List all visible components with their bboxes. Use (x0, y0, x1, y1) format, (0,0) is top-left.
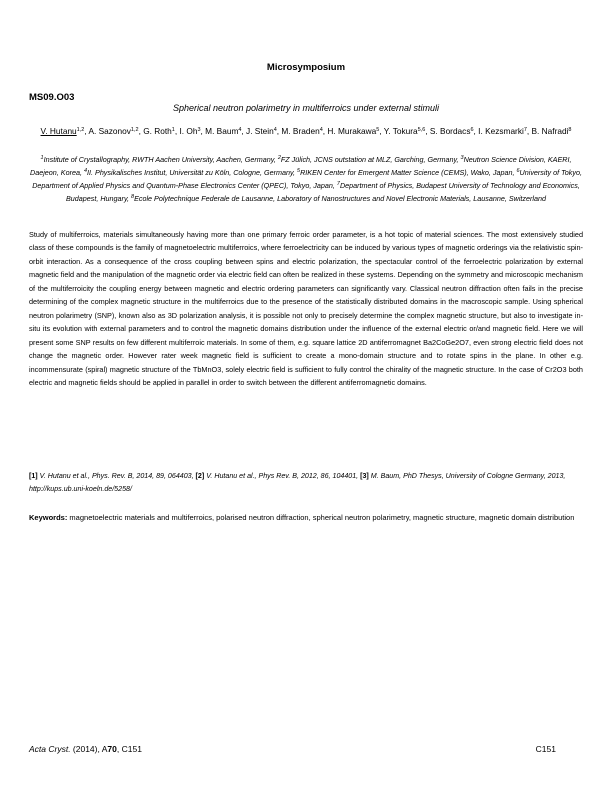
affiliation-text: University of Tokyo, Department of Applied Physics and Quantum-Phase Electronics Center (QPEC), Tokyo, Japan (32, 168, 582, 190)
author (478, 126, 527, 136)
affiliation-sup: 7 (336, 181, 340, 187)
affiliation-text: Ecole Polytechnique Federale de Lausanne, Laboratory of Nanostructures and Novel Electronic Materials, Lausanne, Switzerland (134, 194, 546, 203)
author-affil-sup: 8 (568, 127, 572, 133)
author (430, 126, 474, 136)
affiliation-list: $^1$Institute of Crystallography, RWTH Aachen University, Aachen, Germany, $^2$FZ Jülich, JCNS outstation at MLZ, Garching, Germany, $^3$Neutron Science Division, KAERI, Daejeon, Korea, $^4$II. Physikalisches Institut, Universität zu Köln, Cologne, Germany, $^5$RIKEN Center for Emergent Matter Science (CEMS), Wako, Japan, $^6$University of Tokyo, Department of Applied Physics and Quantum-Phase Electronics Center (QPEC), Tokyo, Japan, $^7$Department of Physics, Budapest University of Technology and Economics, Budapest, Hungary, $^8$Ecole Polytechnique Federale de Lausanne, Laboratory of Nanostructures and Novel Electronic Materials, Lausanne, Switzerland (30, 155, 582, 203)
affiliation-text: FZ Jülich, JCNS outstation at MLZ, Garching, Germany (280, 155, 457, 164)
author-name: M. Braden (281, 126, 320, 136)
affiliation (41, 155, 274, 164)
author-name: A. Sazonov (88, 126, 131, 136)
author-name: B. Nafradi (531, 126, 569, 136)
author (179, 126, 200, 136)
affiliation-text: Department of Physics, Budapest University of Technology and Economics, Budapest, Hungary (66, 181, 580, 203)
author (88, 126, 138, 136)
footer-pages: , C151 (116, 744, 142, 754)
author (532, 126, 572, 136)
affiliation (131, 194, 546, 203)
affiliation-sup: 2 (277, 155, 281, 161)
affiliation-sup: 1 (40, 155, 44, 161)
affiliation-sup: 8 (131, 194, 135, 200)
author-affil-sup: 1,2 (76, 127, 85, 133)
affiliation (297, 168, 512, 177)
author (384, 126, 425, 136)
author-name: I. Kezsmarki (478, 126, 524, 136)
footer-volume: 70 (107, 744, 117, 754)
author-affil-sup: 1 (171, 127, 175, 133)
author-name: Y. Tokura (383, 126, 418, 136)
author (205, 126, 241, 136)
author-affil-sup: 4 (273, 127, 277, 133)
paper-title: Spherical neutron polarimetry in multiferroics under external stimuli (172, 103, 440, 113)
author-name: I. Oh (179, 126, 198, 136)
footer-year: (2014), A (70, 744, 108, 754)
author-name: H. Murakawa (327, 126, 377, 136)
author-name: G. Roth (143, 126, 172, 136)
affiliation (84, 168, 293, 177)
author (281, 126, 322, 136)
author-affil-sup: 1,2 (130, 127, 139, 133)
affiliation-sup: 6 (516, 168, 520, 174)
reference-number: [1] (29, 472, 38, 480)
author-name: J. Stein (246, 126, 274, 136)
affiliation-sup: 3 (460, 155, 464, 161)
author-affil-sup: 7 (523, 127, 527, 133)
author-affil-sup: 4 (238, 127, 242, 133)
affiliation-text: II. Physikalisches Institut, Universität zu Köln, Cologne, Germany (87, 168, 294, 177)
keywords (29, 512, 583, 525)
author (41, 126, 85, 136)
author-affil-sup: 3 (197, 127, 201, 133)
section-header: Microsymposium (266, 62, 346, 73)
abstract-body: Study of multiferroics, materials simultaneously having more than one primary ferroic order parameter, is a hot topic of material sciences. The most extensively studied class of these compounds is the family of magnetoelectric multiferroics, where ferroelectricity can be induced by various types of magnetic orderings via the relativistic spin-orbit interaction. As a consequence of the cross coupling between spins and electric polarization, the spectacular control of the ferroelectric polarization by external magnetic field and the manipulation of the magnetic order via electric field can often be realized in these systems. Depending on the symmetry and microscopic mechanism of the multiferroicity the coupling energy between magnetic and electric ordering parameters can significantly vary. Classical neutron diffraction often fails in the precise determining of the complex magnetic structure in the multiferroics due to the presence of the statistically distributed domains in the macroscopic sample. Using spherical neutron polarimetry (SNP), known also as 3D polarization analysis, it is possible not only to precisely determine the complex magnetic structure, but also to investigate in-situ its evolution with external parameters and to control the magnetic domains distribution under the influence of the external electric or/and magnetic field. Here we will present some SNP results on few different multiferroic materials. In some of them, e.g. square lattice 2D antiferromagnet Ba2CoGe2O7, even strong electric field does not change the magnetic order. However rater week magnetic field is sufficient to create a mono-domain structure and to rotate spins in the plane. In other e.g. incommensurate (spiral) magnetic structure of the TbMnO3, solely electric field is sufficient to fully control the chirality of the magnetic structure. In the case of Cr2O3 both electric and magnetic fields should be applied in parallel in order to switch between the different antiferromagnetic domains. (29, 230, 583, 387)
reference-number: [3] (360, 472, 369, 480)
keywords-label: Keywords: (29, 513, 68, 522)
affiliation (278, 155, 457, 164)
author-list: V. Hutanu$^{1,2}$, A. Sazonov$^{1,2}$, G. Roth$^1$, I. Oh$^3$, M. Baum$^4$, J. Stein$^4$, M. Braden$^4$, H. Murakawa$^5$, Y. Tokura$^{5,6}$, S. Bordacs$^6$, I. Kezsmarki$^7$, B. Nafradi$^8$ (40, 126, 572, 136)
affiliation-sup: 5 (297, 168, 301, 174)
affiliation-text: RIKEN Center for Emergent Matter Science (CEMS), Wako, Japan (300, 168, 513, 177)
author (143, 126, 175, 136)
affiliation-text: Neutron Science Division, KAERI, Daejeon, Korea (30, 155, 572, 177)
footer-page-number: C151 (535, 744, 556, 754)
footer-journal: Acta Cryst. (29, 744, 71, 754)
affiliation-sup: 4 (83, 168, 88, 174)
author-affil-sup: 6 (470, 127, 474, 133)
author (327, 126, 379, 136)
keywords-text: magnetoelectric materials and multiferroics, polarised neutron diffraction, spherical neutron polarimetry, magnetic structure, magnetic domain distribution (67, 513, 575, 522)
author-name: V. Hutanu (40, 126, 77, 136)
affiliation-text: Institute of Crystallography, RWTH Aachen University, Aachen, Germany (43, 155, 274, 164)
author-name: S. Bordacs (429, 126, 471, 136)
author-affil-sup: 4 (319, 127, 323, 133)
reference-text: V. Hutanu et al., Phys Rev. B, 2012, 86, 104401, (204, 472, 361, 480)
reference-number: [2] (195, 472, 205, 480)
reference-text: V. Hutanu et al., Phys. Rev. B, 2014, 89, 064403, (37, 472, 196, 480)
author-affil-sup: 5,6 (417, 127, 426, 133)
reference-list (29, 470, 583, 496)
author (246, 126, 277, 136)
abstract-code: MS09.O03 (29, 92, 75, 103)
author-affil-sup: 5 (376, 127, 380, 133)
footer-citation (29, 744, 142, 754)
reference-text: M. Baum, PhD Thesys, University of Cologne Germany, 2013, http://kups.ub.uni-koeln.de/5258/ (29, 472, 566, 493)
author-name: M. Baum (205, 126, 239, 136)
